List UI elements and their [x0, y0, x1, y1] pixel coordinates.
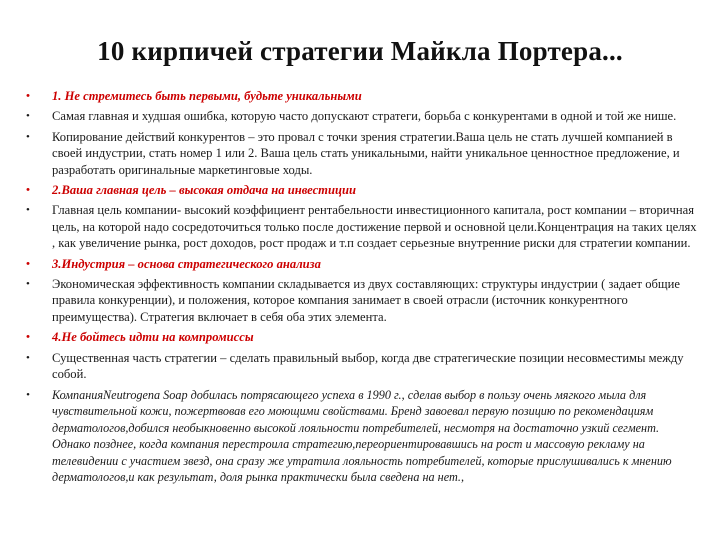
item-text: 2.Ваша главная цель – высокая отдача на инвестиции [52, 183, 356, 198]
item-text: Главная цель компании- высокий коэффициент рентабельности инвестиционного капитала, рост компании – вторичная цель, на которой надо сосредоточиться только после достижение первой и основной цели.Концентрация на таких целях , как увеличение рынка, рост доходов, рост продаж и т.п создает серьезные внутренние риски для стратегии компании. [52, 203, 697, 251]
list-item [26, 276, 698, 325]
bullet-icon: • [26, 278, 30, 291]
list-item [26, 256, 698, 272]
list-item [26, 387, 698, 487]
item-text: Самая главная и худшая ошибка, которую часто допускают стратеги, борьба с конкурентами в одной и той же нише. [52, 109, 677, 124]
bullet-icon: • [26, 204, 30, 217]
list-item [26, 350, 698, 383]
item-text: 3.Индустрия – основа стратегического анализа [52, 256, 321, 271]
bullet-icon: • [26, 110, 30, 123]
bullet-icon: • [26, 90, 30, 102]
bullet-icon: • [26, 351, 30, 364]
item-text: Копирование действий конкурентов – это провал с точки зрения стратегии.Ваша цель не стать лучшей компанией в своей индустрии, стать номер 1 или 2. Ваша цель стать уникальными, найти уникальное ценностное предложение, и разработать оригинальные маркетинговые ходы. [52, 129, 680, 177]
slide-title: 10 кирпичей стратегии Майкла Портера... [97, 36, 623, 66]
bullet-icon: • [26, 257, 30, 270]
list-item [26, 182, 698, 198]
bullet-list [26, 88, 698, 490]
list-item [26, 202, 698, 251]
bullet-icon: • [26, 184, 30, 197]
item-text: Экономическая эффективность компании складывается из двух составляющих: структуры индустрии ( задает общие правила конкуренции), и положения, которое компания занимает в своей отрасли (источник конкурентного преимущества). Стратегия включает в себя оба этих элемента. [52, 277, 680, 324]
item-text: 4.Не бойтесь идти на компромиссы [52, 330, 254, 345]
item-text: 1. Не стремитесь быть первыми, будьте уникальными [52, 89, 362, 103]
item-text: Существенная часть стратегии – сделать правильный выбор, когда две стратегические позиции несовместимы между собой. [52, 350, 684, 382]
list-item [26, 329, 698, 345]
list-item [26, 108, 698, 124]
list-item [26, 129, 698, 178]
item-text: КомпанияNeutrogena Soap добилась потрясающего успеха в 1990 г., сделав выбор в пользу очень мягкого мыла для чувствительной кожи, пожертвовав его моющими свойствами. Бренд завоевал первую позицию по рекомендациям дерматологов,добился необыкновенно высокой лояльности потребителей, несмотря на достаточно узкий сегмент. Однако позднее, когда компания перестроила стратегию,переориентировавшись на рост и массовую рекламу на телевидении с участием звезд, она сразу же утратила лояльность потребителей, которые прислушивались к мнению дерматологов,и как результат, доля рынка практически была сведена на нет., [52, 387, 672, 485]
bullet-icon: • [26, 331, 30, 344]
bullet-icon: • [26, 130, 30, 143]
bullet-icon: • [26, 388, 30, 401]
list-item [26, 88, 698, 104]
